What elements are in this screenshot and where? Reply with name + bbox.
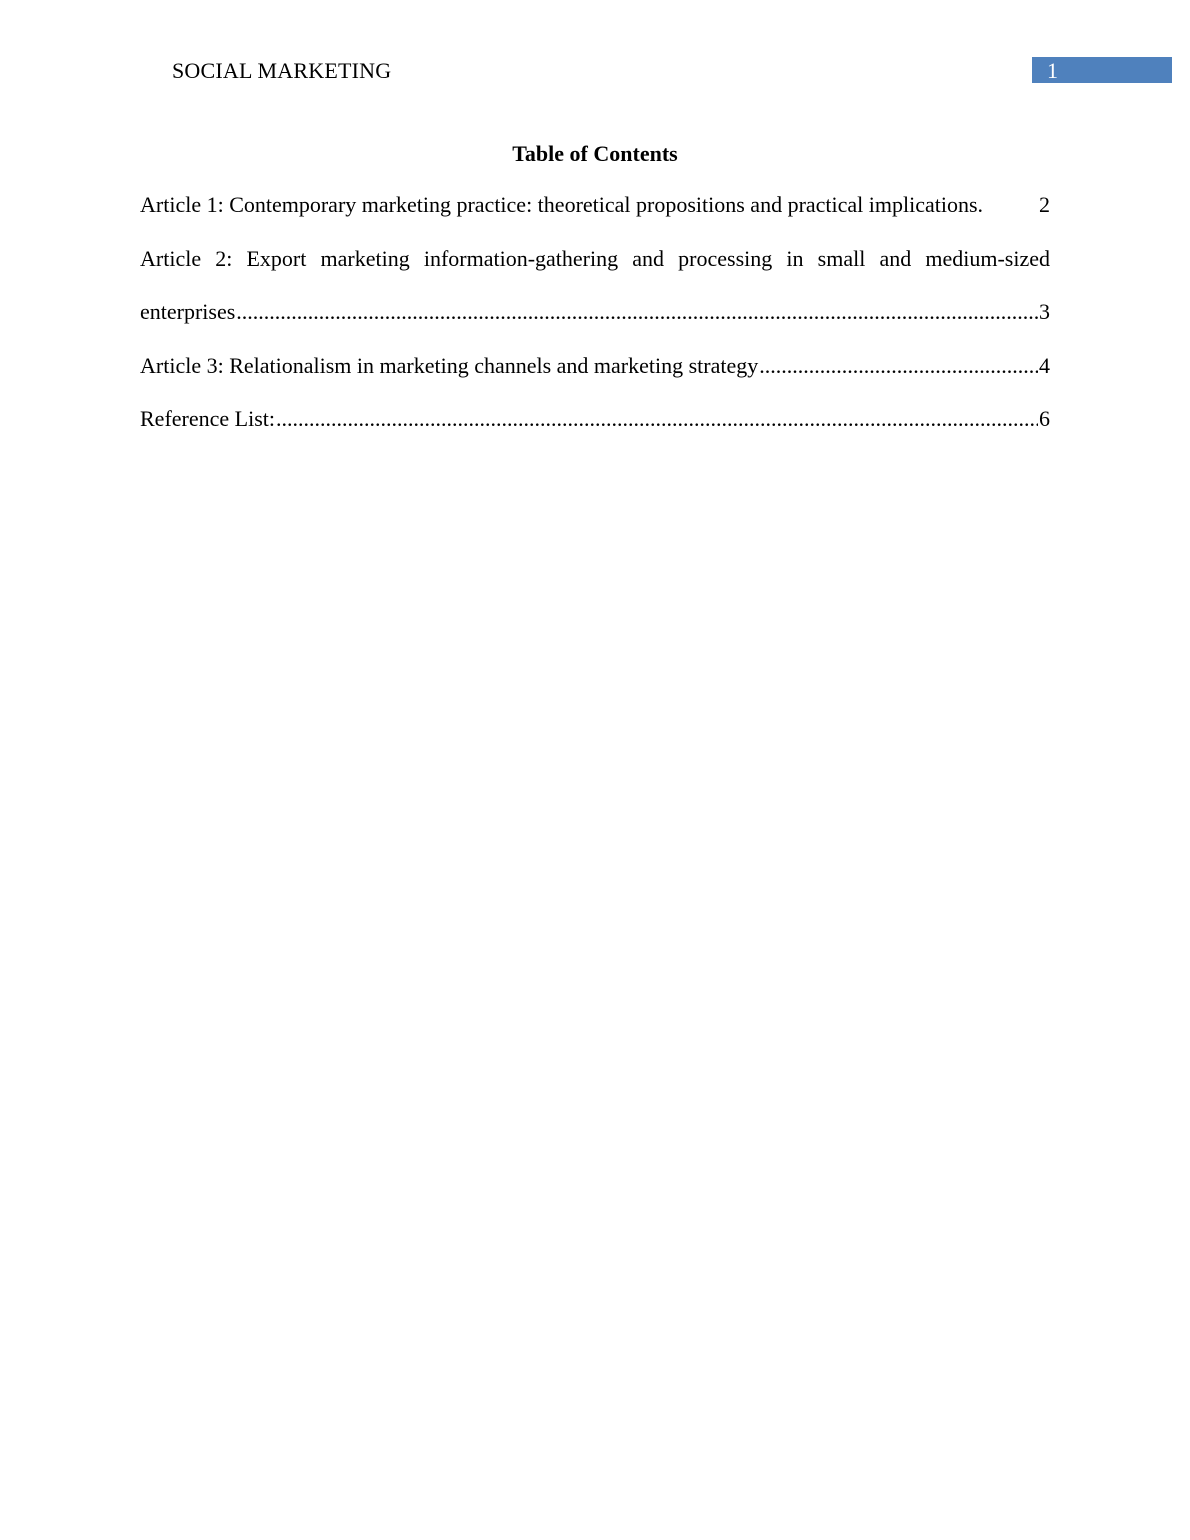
toc-entry-article-1[interactable] xyxy=(140,178,1050,232)
toc-entry-text: Article 3: Relationalism in marketing channels and marketing strategy xyxy=(140,352,759,378)
toc-entry-page: 4 xyxy=(1039,352,1050,378)
toc-entry-text: Reference List: xyxy=(140,406,275,431)
toc-leader xyxy=(236,285,1038,339)
page-number-badge xyxy=(1032,57,1172,83)
toc-entry-text: Article 2: Export marketing information-gathering and processing in small and medium-sized xyxy=(140,245,1050,271)
toc-title: Table of Contents xyxy=(512,141,678,166)
toc-entry-article-2-line-2[interactable] xyxy=(140,285,1050,339)
toc-entry-article-3[interactable] xyxy=(140,339,1050,393)
toc-entry-page: 6 xyxy=(1039,406,1050,431)
toc-entry-reference-list[interactable] xyxy=(140,392,1050,446)
toc-entry-text: Article 1: Contemporary marketing practice: theoretical propositions and practical implications. xyxy=(140,192,984,217)
toc-entry-page: 2 xyxy=(1039,192,1050,217)
running-head: SOCIAL MARKETING xyxy=(172,58,392,83)
toc-entry-article-2-line-1[interactable] xyxy=(140,232,1050,286)
page-number: 1 xyxy=(1047,58,1058,83)
toc-leader xyxy=(759,339,1038,393)
toc-leader xyxy=(276,392,1038,446)
toc-entry-text: enterprises xyxy=(140,299,236,324)
table-of-contents xyxy=(140,178,1050,446)
toc-entry-page: 3 xyxy=(1039,299,1050,324)
